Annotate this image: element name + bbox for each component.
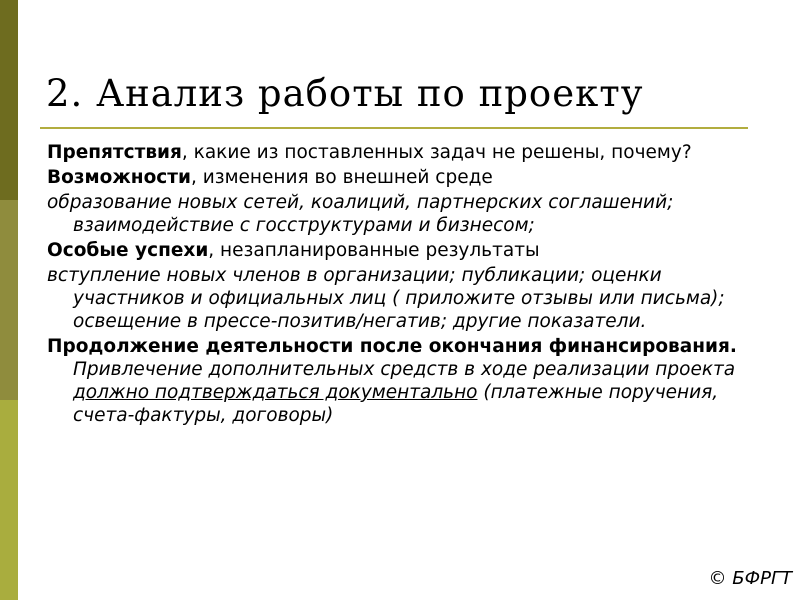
successes-term: Особые успехи xyxy=(47,240,209,261)
continuation-term: Продолжение деятельности после окончания финансирования. xyxy=(47,336,737,357)
sidebar-band-middle xyxy=(0,200,18,400)
obstacles-paragraph xyxy=(47,141,767,164)
sidebar-accent-bar xyxy=(0,0,18,600)
successes-text: , незапланированные результаты xyxy=(208,240,540,261)
continuation-tail: (платежные поручения, счета-фактуры, договоры) xyxy=(73,382,719,426)
sidebar-band-top xyxy=(0,0,18,200)
title-underline-rule xyxy=(40,127,748,129)
opportunities-text: , изменения во внешней среде xyxy=(190,167,493,188)
continuation-underlined: должно подтверждаться документально xyxy=(73,382,478,403)
opportunities-paragraph xyxy=(47,166,767,189)
continuation-text: Привлечение дополнительных средств в ходе реализации проекта xyxy=(73,359,736,380)
slide-title: 2. Анализ работы по проекту xyxy=(46,72,644,115)
opportunities-term: Возможности xyxy=(47,167,191,188)
successes-paragraph xyxy=(47,239,767,262)
opportunities-examples: образование новых сетей, коалиций, партнерских соглашений; взаимодействие с госструктурами и бизнесом; xyxy=(47,192,674,236)
successes-examples: вступление новых членов в организации; публикации; оценки участников и официальных лиц ( приложите отзывы или письма); освещение в прессе-позитив/негатив; другие показатели. xyxy=(47,265,725,332)
obstacles-text: , какие из поставленных задач не решены, почему? xyxy=(181,142,692,163)
copyright-footer: © БФРГТ xyxy=(708,568,792,589)
continuation-paragraph xyxy=(47,335,767,427)
slide-content xyxy=(47,141,767,429)
sidebar-band-bottom xyxy=(0,400,18,600)
obstacles-term: Препятствия xyxy=(47,142,182,163)
